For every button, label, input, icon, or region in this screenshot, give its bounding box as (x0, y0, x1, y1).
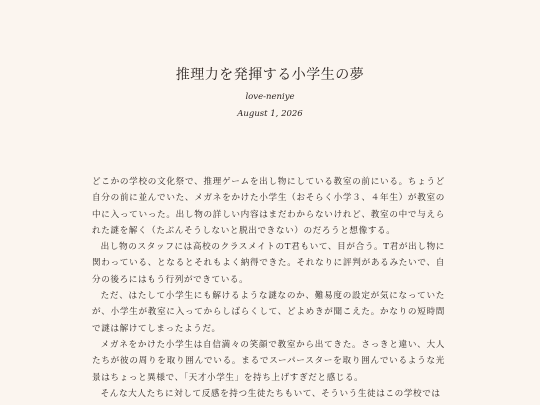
paragraph: 出し物のスタッフには高校のクラスメイトのT君もいて、目が合う。T君が出し物に関わっている、となるとそれもよく納得できた。それなりに評判があるみたいで、自分の後ろにはもう行列ができている。 (92, 242, 445, 285)
paragraph: ただ、はたして小学生にも解けるような謎なのか、難易度の設定が気になっていたが、小学生が教室に入ってからしばらくして、どよめきが聞こえた。かなりの短時間で謎は解けてしまったようだ。 (92, 291, 445, 334)
document-date: August 1, 2026 (237, 109, 303, 119)
paragraph: メガネをかけた小学生は自信満々の笑顔で教室から出てきた。さっきと違い、大人たちが彼の周りを取り囲んでいる。まるでスーパースターを取り囲んでいるような光景はちょっと異様で、「天才小学生」を持ち上げすぎだと感じる。 (92, 339, 445, 383)
document-author: love-neniye (245, 92, 295, 102)
document-title: 推理力を発揮する小学生の夢 (175, 67, 365, 83)
paragraph: そんな大人たちに対して反感を持つ生徒たちもいて、そういう生徒はこの学校では (100, 388, 441, 399)
paragraph: どこかの学校の文化祭で、推理ゲームを出し物にしている教室の前にいる。ちょうど自分の前に並んでいた、メガネをかけた小学生（おそらく小学３、４年生）が教室の中に入っていった。出し物の詳しい内容はまだわからないけれど、教室の中で与えられた謎を解く（たぶんそうしないと脱出できない）のだろうと想像する。 (92, 177, 445, 236)
document-body (92, 174, 445, 402)
